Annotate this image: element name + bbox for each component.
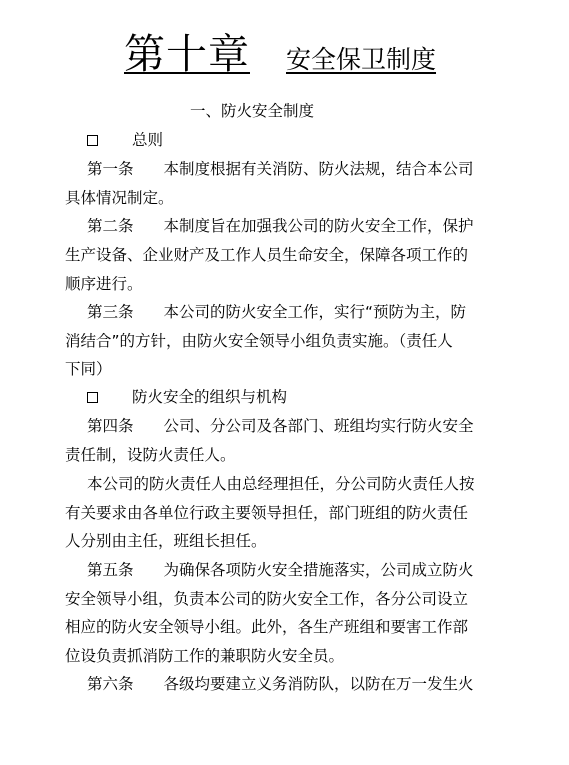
article-5-line-1: 第五条 为确保各项防火安全措施落实，公司成立防火: [87, 561, 474, 579]
article-1-line-1: 第一条 本制度根据有关消防、防火法规，结合本公司: [87, 160, 474, 178]
general-heading: 总则: [132, 131, 164, 149]
article-3-line-1: 第三条 本公司的防火安全工作，实行“预防为主，防: [87, 303, 467, 321]
article-4-label: 第四条: [87, 417, 134, 435]
paragraph-line-1: 本公司的防火责任人由总经理担任，分公司防火责任人按: [87, 475, 475, 493]
chapter-title: [124, 28, 454, 80]
chapter-number: 第十章: [124, 30, 250, 78]
article-4-line-2: 责任制，设防火责任人。: [65, 446, 236, 464]
article-2-line-3: 顺序进行。: [65, 275, 143, 293]
paragraph-line-3: 人分别由主任，班组长担任。: [65, 532, 267, 550]
article-2-line-2: 生产设备、企业财产及工作人员生命安全，保障各项工作的: [65, 246, 469, 264]
article-6-line-1: 第六条 各级均要建立义务消防队，以防在万一发生火: [87, 675, 474, 693]
article-3-label: 第三条: [87, 303, 134, 321]
article-1-label: 第一条: [87, 160, 134, 178]
article-5-line-2: 安全领导小组，负责本公司的防火安全工作，各分公司设立: [65, 590, 469, 608]
paragraph-line-2: 有关要求由各单位行政主要领导担任，部门班组的防火责任: [65, 504, 469, 522]
article-6-label: 第六条: [87, 675, 134, 693]
article-5-label: 第五条: [87, 561, 134, 579]
org-heading-row: [87, 383, 485, 411]
article-5-line-4: 位设负责抓消防工作的兼职防火安全员。: [65, 647, 345, 665]
article-4-line-1: 第四条 公司、分公司及各部门、班组均实行防火安全: [87, 417, 474, 435]
article-2-label: 第二条: [87, 217, 134, 235]
article-5-line-3: 相应的防火安全领导小组。此外，各生产班组和要害工作部: [65, 618, 469, 636]
article-2-line-1: 第二条 本制度旨在加强我公司的防火安全工作，保护: [87, 217, 474, 235]
section-heading: 一、防火安全制度: [190, 102, 315, 120]
article-1-line-2: 具体情况制定。: [65, 189, 174, 207]
chapter-subtitle: 安全保卫制度: [286, 45, 437, 74]
org-heading: 防火安全的组织与机构: [132, 388, 288, 406]
checkbox-icon: [87, 135, 98, 146]
checkbox-icon: [87, 392, 98, 403]
article-3-line-2: 消结合”的方针，由防火安全领导小组负责实施。（责任人: [65, 332, 453, 350]
general-heading-row: [87, 126, 485, 154]
article-3-line-3: 下同）: [65, 360, 112, 378]
